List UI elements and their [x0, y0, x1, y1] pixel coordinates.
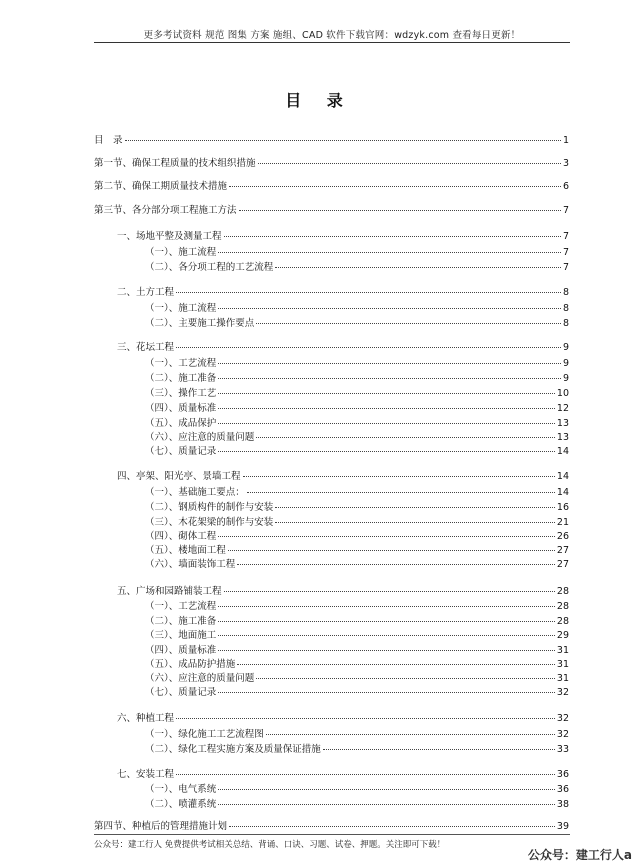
- toc-page-number: 8: [562, 287, 569, 298]
- toc-entry[interactable]: （二）、各分项工程的工艺流程 7: [145, 262, 569, 273]
- toc-page-number: 31: [556, 673, 569, 684]
- page-header: 更多考试资料 规范 图集 方案 施组、CAD 软件下载官网：wdzyk.com 查看每日更新！: [143, 30, 521, 41]
- toc-entry[interactable]: （四）、质量标准 31: [145, 645, 569, 656]
- toc-page-number: 13: [556, 418, 569, 429]
- toc-entry[interactable]: 四、亭架、阳光亭、景墙工程 14: [117, 471, 569, 482]
- toc-page-number: 14: [556, 446, 569, 457]
- toc-entry[interactable]: 第三节、各分部分项工程施工方法 7: [94, 205, 569, 216]
- watermark: 公众号：建工行人a: [527, 848, 632, 862]
- document-title: 目 录: [285, 91, 353, 110]
- toc-entry[interactable]: （二）、施工准备 28: [145, 616, 569, 627]
- toc-page-number: 9: [562, 358, 569, 369]
- toc-entry[interactable]: 第二节、确保工期质量技术措施 6: [94, 181, 569, 192]
- toc-page-number: 7: [562, 262, 569, 273]
- toc-entry[interactable]: 六、种植工程 32: [117, 713, 569, 724]
- toc-page-number: 6: [562, 181, 569, 192]
- toc-entry[interactable]: 第一节、确保工程质量的技术组织措施 3: [94, 158, 569, 169]
- toc-page-number: 36: [556, 769, 569, 780]
- toc-page-number: 3: [562, 158, 569, 169]
- toc-entry[interactable]: 七、安装工程 36: [117, 769, 569, 780]
- page-footer: 公众号：建工行人 免费提供考试相关总结、背诵、口诀、习题、试卷、押题。关注即可下载！: [94, 840, 446, 850]
- toc-entry[interactable]: （一）、施工流程 7: [145, 247, 569, 258]
- toc-page-number: 33: [556, 744, 569, 755]
- toc-entry[interactable]: （五）、成品防护措施 31: [145, 659, 569, 670]
- toc-entry[interactable]: 三、花坛工程 9: [117, 342, 569, 353]
- toc-page-number: 14: [556, 487, 569, 498]
- toc-page-number: 10: [556, 388, 569, 399]
- toc-entry[interactable]: （一）、电气系统 36: [145, 784, 569, 795]
- toc-page-number: 32: [556, 687, 569, 698]
- toc-entry[interactable]: 二、土方工程 8: [117, 287, 569, 298]
- toc-page-number: 16: [556, 502, 569, 513]
- toc-entry[interactable]: （二）、主要施工操作要点 8: [145, 318, 569, 329]
- toc-entry[interactable]: （三）、木花架梁的制作与安装 21: [145, 517, 569, 528]
- toc-page-number: 9: [562, 373, 569, 384]
- toc-entry[interactable]: （一）、工艺流程 28: [145, 601, 569, 612]
- toc-page-number: 8: [562, 303, 569, 314]
- toc-entry[interactable]: （四）、砌体工程 26: [145, 531, 569, 542]
- toc-entry[interactable]: （二）、绿化工程实施方案及质量保证措施 33: [145, 744, 569, 755]
- toc-page-number: 31: [556, 659, 569, 670]
- toc-page-number: 28: [556, 616, 569, 627]
- toc-entry[interactable]: （一）、基础施工要点： 14: [145, 487, 569, 498]
- toc-page-number: 13: [556, 432, 569, 443]
- toc-page-number: 28: [556, 601, 569, 612]
- toc-entry[interactable]: （七）、质量记录 32: [145, 687, 569, 698]
- toc-page-number: 7: [562, 205, 569, 216]
- toc-page-number: 38: [556, 799, 569, 810]
- toc-page-number: 7: [562, 231, 569, 242]
- toc-page-number: 27: [556, 545, 569, 556]
- toc-entry[interactable]: （五）、楼地面工程 27: [145, 545, 569, 556]
- toc-entry[interactable]: （七）、质量记录 14: [145, 446, 569, 457]
- toc-entry[interactable]: （五）、成品保护 13: [145, 418, 569, 429]
- toc-entry[interactable]: （二）、施工准备 9: [145, 373, 569, 384]
- toc-page-number: 12: [556, 403, 569, 414]
- toc-page-number: 39: [556, 821, 569, 832]
- toc-entry[interactable]: （六）、墙面装饰工程 27: [145, 559, 569, 570]
- toc-page-number: 21: [556, 517, 569, 528]
- toc-page-number: 9: [562, 342, 569, 353]
- toc-page-number: 7: [562, 247, 569, 258]
- footer-divider: [94, 834, 570, 835]
- toc-entry[interactable]: （一）、工艺流程 9: [145, 358, 569, 369]
- toc-page-number: 8: [562, 318, 569, 329]
- toc-entry[interactable]: 一、场地平整及测量工程 7: [117, 231, 569, 242]
- toc-entry[interactable]: （六）、应注意的质量问题 31: [145, 673, 569, 684]
- toc-page-number: 26: [556, 531, 569, 542]
- toc-entry[interactable]: （一）、施工流程 8: [145, 303, 569, 314]
- toc-page-number: 1: [562, 135, 569, 146]
- toc-page-number: 32: [556, 729, 569, 740]
- toc-entry[interactable]: 第四节、种植后的管理措施计划 39: [94, 821, 569, 832]
- toc-entry[interactable]: （二）、喷灌系统 38: [145, 799, 569, 810]
- toc-entry[interactable]: （四）、质量标准 12: [145, 403, 569, 414]
- toc-page-number: 29: [556, 630, 569, 641]
- toc-page-number: 36: [556, 784, 569, 795]
- toc-entry[interactable]: 五、广场和园路铺装工程 28: [117, 586, 569, 597]
- toc-entry[interactable]: （三）、地面施工 29: [145, 630, 569, 641]
- toc-entry[interactable]: （六）、应注意的质量问题 13: [145, 432, 569, 443]
- toc-page-number: 32: [556, 713, 569, 724]
- toc-page-number: 14: [556, 471, 569, 482]
- toc-entry[interactable]: （一）、绿化施工工艺流程图 32: [145, 729, 569, 740]
- toc-page-number: 28: [556, 586, 569, 597]
- toc-entry[interactable]: （二）、钢质构件的制作与安装 16: [145, 502, 569, 513]
- toc-entry[interactable]: 目 录 1: [94, 135, 569, 146]
- toc-entry[interactable]: （三）、操作工艺 10: [145, 388, 569, 399]
- toc-page-number: 27: [556, 559, 569, 570]
- toc-page-number: 31: [556, 645, 569, 656]
